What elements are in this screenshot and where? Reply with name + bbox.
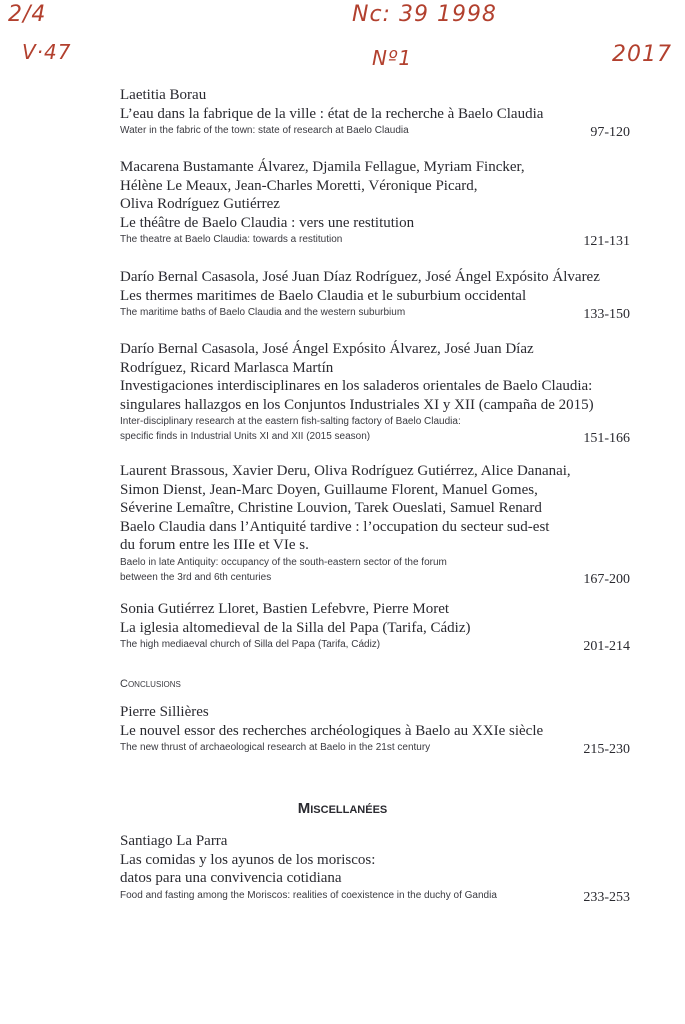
toc-entry xyxy=(120,158,630,247)
entry-english-title: between the 3rd and 6th centuries xyxy=(120,571,272,583)
entry-authors: Rodríguez, Ricard Marlasca Martín xyxy=(120,359,334,376)
entry-pages: 133-150 xyxy=(583,307,630,322)
entry-pages: 201-214 xyxy=(583,639,630,654)
handwritten-note-accession-number: Nc: 39 1998 xyxy=(352,2,497,27)
entry-title: Les thermes maritimes de Baelo Claudia et le suburbium occidental xyxy=(120,287,527,304)
entry-english-title: The new thrust of archaeological research at Baelo in the 21st century xyxy=(120,742,431,753)
entry-authors: Darío Bernal Casasola, José Ángel Expósito Álvarez, José Juan Díaz xyxy=(120,341,534,357)
entry-title: singulares hallazgos en los Conjuntos Industriales XI y XII (campaña de 2015) xyxy=(120,396,594,413)
toc-entry xyxy=(120,462,630,585)
entry-pages: 151-166 xyxy=(583,431,630,446)
handwritten-note-volume: V·47 xyxy=(22,40,72,64)
entry-authors: Macarena Bustamante Álvarez, Djamila Fellague, Myriam Fincker, xyxy=(120,159,525,175)
toc-entry xyxy=(120,86,630,138)
entry-title: Le théâtre de Baelo Claudia : vers une restitution xyxy=(120,214,415,231)
toc-entry xyxy=(120,703,630,755)
entry-pages: 121-131 xyxy=(583,234,630,249)
entry-authors: Darío Bernal Casasola, José Juan Díaz Rodríguez, José Ángel Expósito Álvarez xyxy=(120,269,600,285)
entry-pages: 233-253 xyxy=(583,889,630,905)
handwritten-note-issue-number: Nº1 xyxy=(372,46,413,70)
section-label-conclusions: Conclusions xyxy=(120,678,181,690)
entry-english-title: Water in the fabric of the town: state of research at Baelo Claudia xyxy=(120,125,409,136)
entry-authors: Séverine Lemaître, Christine Louvion, Tarek Oueslati, Samuel Renard xyxy=(120,500,542,516)
toc-entry xyxy=(120,832,630,903)
handwritten-note-volume-fraction: 2/4 xyxy=(8,2,47,27)
entry-authors: Hélène Le Meaux, Jean-Charles Moretti, Véronique Picard, xyxy=(120,177,478,194)
toc-entry xyxy=(120,340,630,444)
entry-title: Las comidas y los ayunos de los moriscos: xyxy=(120,851,376,868)
entry-title: Le nouvel essor des recherches archéologiques à Baelo au XXIe siècle xyxy=(120,722,544,739)
entry-authors: Pierre Sillières xyxy=(120,704,209,720)
entry-title: datos para una convivencia cotidiana xyxy=(120,870,342,886)
entry-title: Baelo Claudia dans l’Antiquité tardive : l’occupation du secteur sud-est xyxy=(120,518,550,535)
entry-authors: Simon Dienst, Jean-Marc Doyen, Guillaume Florent, Manuel Gomes, xyxy=(120,481,538,498)
entry-pages: 97-120 xyxy=(590,125,630,140)
entry-authors: Laetitia Borau xyxy=(120,87,207,103)
entry-english-title: The theatre at Baelo Claudia: towards a restitution xyxy=(120,234,343,245)
entry-title: La iglesia altomedieval de la Silla del Papa (Tarifa, Cádiz) xyxy=(120,619,471,636)
handwritten-note-year: 2017 xyxy=(612,42,672,67)
toc-entry xyxy=(120,600,630,652)
toc-entry xyxy=(120,268,630,320)
section-heading-miscellanees: Miscellanées xyxy=(297,800,388,817)
entry-authors: Sonia Gutiérrez Lloret, Bastien Lefebvre, Pierre Moret xyxy=(120,601,450,617)
entry-pages: 215-230 xyxy=(583,742,630,757)
entry-authors: Laurent Brassous, Xavier Deru, Oliva Rodríguez Gutiérrez, Alice Dananai, xyxy=(120,463,571,479)
entry-english-title: Food and fasting among the Moriscos: realities of coexistence in the duchy of Gandia xyxy=(120,889,497,901)
entry-title: L’eau dans la fabrique de la ville : état de la recherche à Baelo Claudia xyxy=(120,105,544,122)
entry-pages: 167-200 xyxy=(583,571,630,587)
entry-title: Investigaciones interdisciplinares en los saladeros orientales de Baelo Claudia: xyxy=(120,378,593,394)
entry-title: du forum entre les IIIe et VIe s. xyxy=(120,537,309,553)
entry-english-title: Inter-disciplinary research at the eastern fish-salting factory of Baelo Claudia: xyxy=(120,416,461,427)
entry-english-title: The high mediaeval church of Silla del Papa (Tarifa, Cádiz) xyxy=(120,639,381,650)
entry-authors: Santiago La Parra xyxy=(120,833,228,849)
entry-english-title: specific finds in Industrial Units XI and XII (2015 season) xyxy=(120,431,371,442)
entry-english-title: The maritime baths of Baelo Claudia and the western suburbium xyxy=(120,307,406,318)
entry-english-title: Baelo in late Antiquity: occupancy of the south-eastern sector of the forum xyxy=(120,556,447,568)
entry-authors: Oliva Rodríguez Gutiérrez xyxy=(120,196,280,212)
